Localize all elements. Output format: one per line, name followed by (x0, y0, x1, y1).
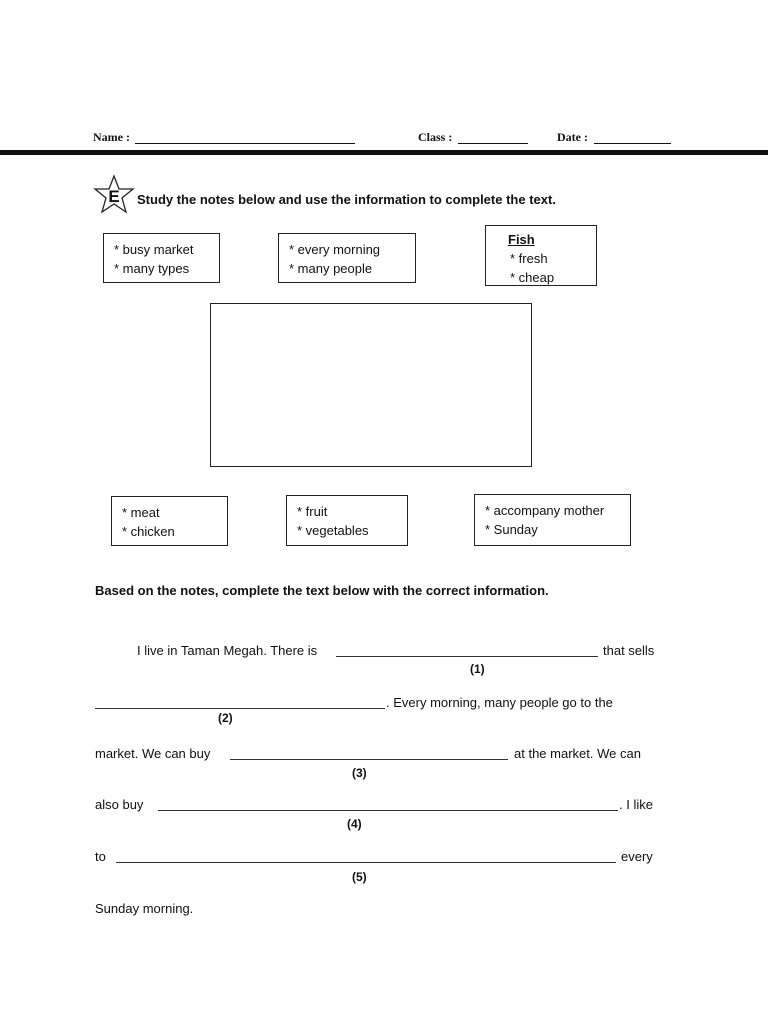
blank-number: (5) (352, 870, 367, 884)
class-label: Class : (418, 130, 453, 144)
answer-blank-5[interactable] (116, 862, 616, 863)
note-line: * fresh (510, 251, 548, 266)
note-line: * chicken (122, 524, 175, 539)
answer-blank-3[interactable] (230, 759, 508, 760)
passage-text: every (621, 849, 653, 864)
instruction: Study the notes below and use the information to complete the text. (137, 192, 556, 207)
note-heading: Fish (508, 232, 535, 247)
class-field[interactable] (458, 143, 528, 144)
passage-text: I live in Taman Megah. There is (137, 643, 318, 658)
note-box-2 (278, 233, 416, 283)
name-field[interactable] (135, 143, 355, 144)
note-box-3 (485, 225, 597, 286)
note-box-6 (474, 494, 631, 546)
passage-text: . I like (619, 797, 653, 812)
note-line: * accompany mother (485, 503, 605, 518)
blank-number: (2) (218, 711, 233, 725)
note-line: * busy market (114, 242, 194, 257)
name-label: Name : (93, 130, 130, 144)
note-box-1 (103, 233, 220, 283)
answer-blank-4[interactable] (158, 810, 618, 811)
date-label: Date : (557, 130, 588, 144)
note-line: * cheap (510, 270, 555, 285)
passage-text: also buy (95, 797, 144, 812)
note-line: * every morning (289, 242, 381, 257)
note-box-4 (111, 496, 228, 546)
passage-text: . Every morning, many people go to the (386, 695, 613, 710)
note-line: * vegetables (297, 523, 369, 538)
note-line: * Sunday (485, 522, 538, 537)
star-icon (92, 174, 136, 218)
blank-number: (3) (352, 766, 367, 780)
passage-text: market. We can buy (95, 746, 211, 761)
passage-text: to (95, 849, 106, 864)
note-line: * meat (122, 505, 160, 520)
note-line: * many types (114, 261, 190, 276)
section-letter: E (108, 187, 120, 206)
passage-text: Sunday morning. (95, 901, 194, 916)
blank-number: (4) (347, 817, 362, 831)
market-illustration (210, 303, 532, 467)
note-line: * fruit (297, 504, 328, 519)
header-rule (0, 150, 768, 155)
answer-blank-1[interactable] (336, 656, 598, 657)
instruction-2: Based on the notes, complete the text below with the correct information. (95, 583, 549, 598)
answer-blank-2[interactable] (95, 708, 385, 709)
passage-text: that sells (603, 643, 655, 658)
blank-number: (1) (470, 662, 485, 676)
passage-text: at the market. We can (514, 746, 641, 761)
note-line: * many people (289, 261, 373, 276)
note-box-5 (286, 495, 408, 546)
date-field[interactable] (594, 143, 671, 144)
